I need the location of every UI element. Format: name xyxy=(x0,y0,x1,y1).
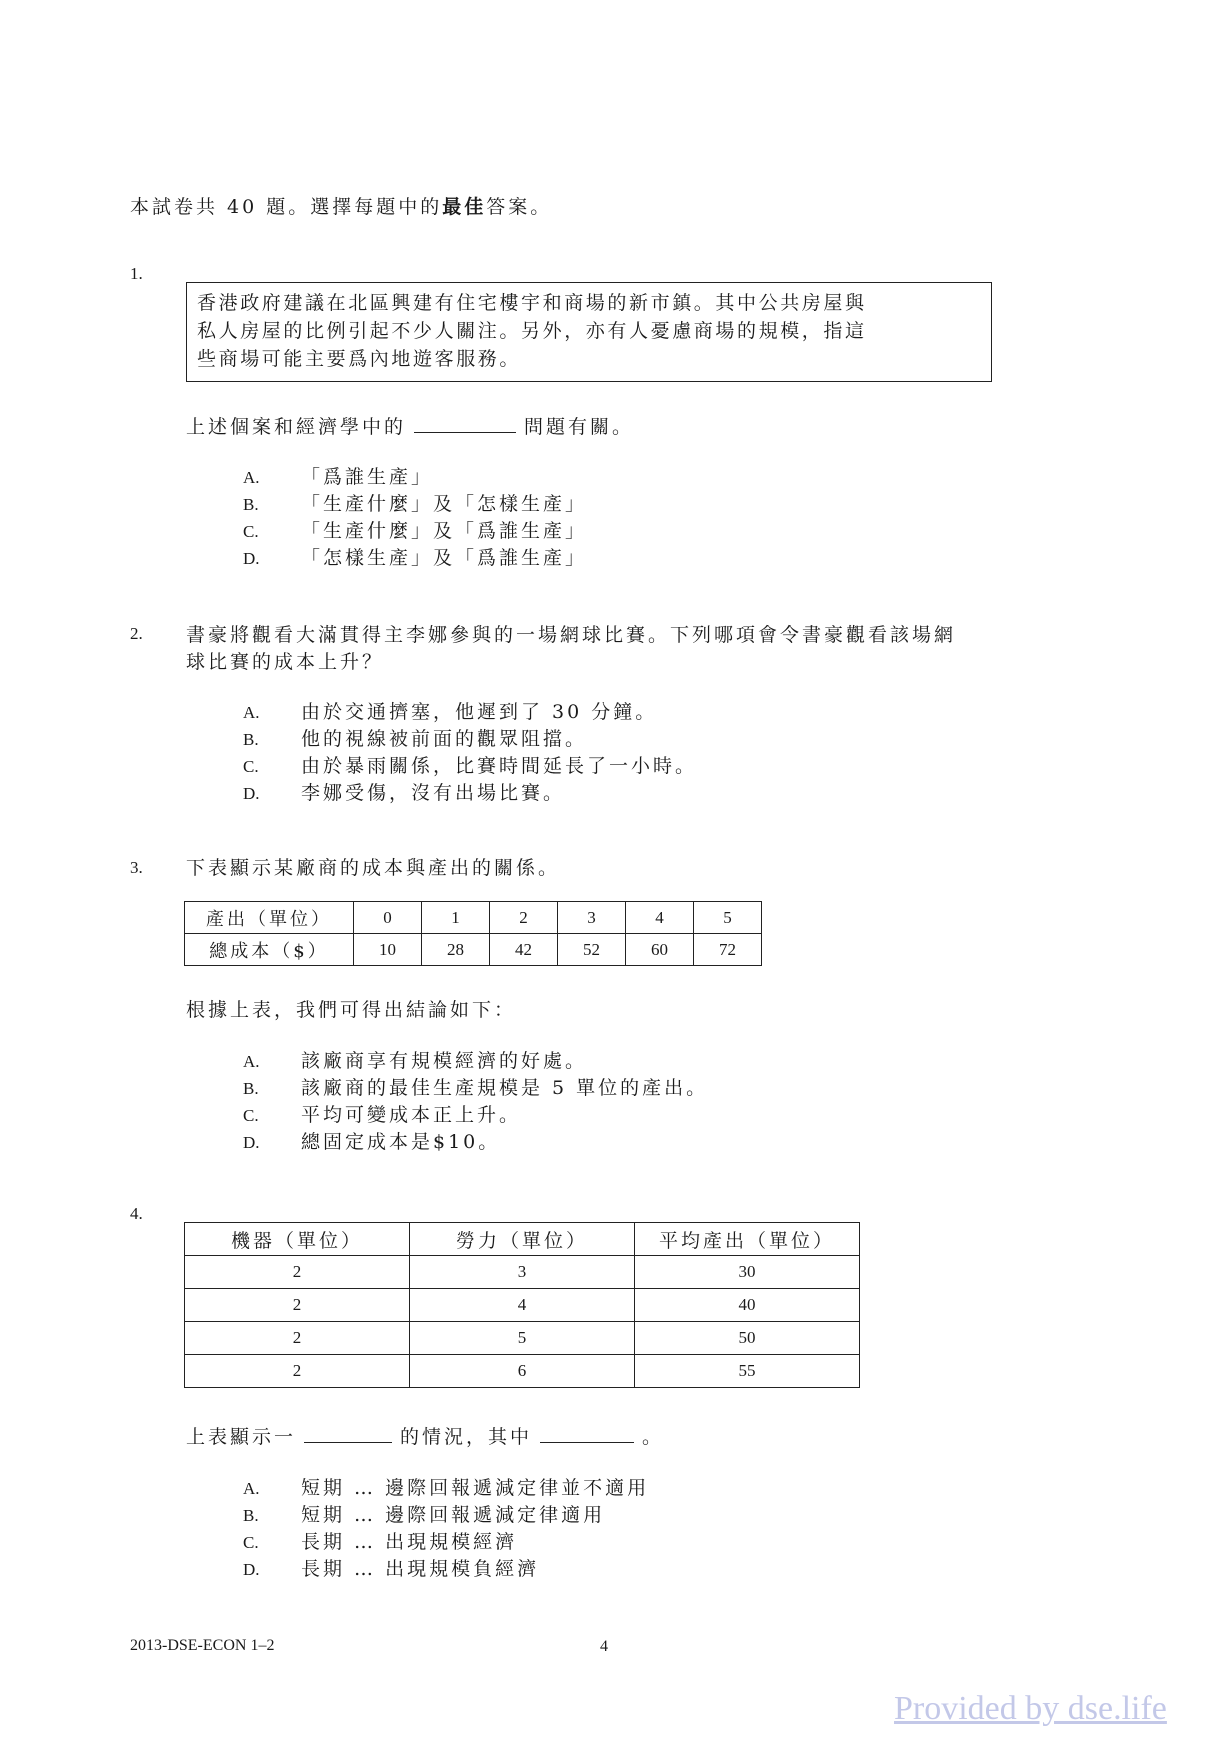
option-text: 由於交通擠塞，他遲到了 30 分鐘。 xyxy=(301,701,658,723)
q3-option-c[interactable] xyxy=(243,1100,521,1127)
option-letter: A. xyxy=(243,1052,260,1071)
option-text: 該廠商享有規模經濟的好處。 xyxy=(301,1050,588,1072)
table-cell: 60 xyxy=(626,934,694,966)
watermark-link[interactable]: Provided by dse.life xyxy=(894,1690,1167,1727)
instructions xyxy=(130,192,552,219)
table-row xyxy=(185,934,762,966)
option-text: 短期 … 邊際回報遞減定律並不適用 xyxy=(301,1477,650,1499)
table-row xyxy=(185,1322,860,1355)
q2-option-a[interactable] xyxy=(243,697,657,724)
q2-option-c[interactable] xyxy=(243,751,697,778)
column-header: 機器（單位） xyxy=(185,1223,410,1256)
table-cell: 40 xyxy=(635,1289,860,1322)
table-header-row xyxy=(185,1223,860,1256)
instructions-post: 答案。 xyxy=(486,196,553,218)
table-cell: 10 xyxy=(354,934,422,966)
option-letter: B. xyxy=(243,1079,259,1098)
q1-case-line: 私人房屋的比例引起不少人關注。另外，亦有人憂慮商場的規模，指這 xyxy=(197,320,867,342)
option-text: 「爲誰生產」 xyxy=(301,466,434,488)
table-cell: 72 xyxy=(694,934,762,966)
answer-blank xyxy=(540,1428,634,1443)
option-letter: C. xyxy=(243,757,259,776)
q2-option-d[interactable] xyxy=(243,778,565,805)
q1-stem-pre: 上述個案和經濟學中的 xyxy=(186,416,407,438)
q1-stem-post: 問題有關。 xyxy=(524,416,635,438)
table-cell: 30 xyxy=(635,1256,860,1289)
table-row xyxy=(185,1355,860,1388)
answer-blank xyxy=(304,1428,392,1443)
q3-option-d[interactable] xyxy=(243,1127,500,1154)
q1-option-c[interactable] xyxy=(243,516,587,543)
column-header: 平均產出（單位） xyxy=(635,1223,860,1256)
q3-number: 3. xyxy=(130,858,143,877)
option-text: 短期 … 邊際回報遞減定律適用 xyxy=(301,1504,606,1526)
q1-case-box xyxy=(186,282,992,382)
column-header: 勞力（單位） xyxy=(410,1223,635,1256)
q4-option-b[interactable] xyxy=(243,1500,605,1527)
table-cell: 3 xyxy=(410,1256,635,1289)
table-cell: 2 xyxy=(185,1256,410,1289)
exam-code: 2013-DSE-ECON 1–2 xyxy=(130,1637,275,1654)
option-text: 長期 … 出現規模負經濟 xyxy=(301,1558,540,1580)
q3-conclusion: 根據上表，我們可得出結論如下： xyxy=(186,999,517,1021)
table-cell: 2 xyxy=(185,1322,410,1355)
option-letter: C. xyxy=(243,522,259,541)
q4-stem-post: 。 xyxy=(642,1426,665,1448)
option-text: 平均可變成本正上升。 xyxy=(301,1104,522,1126)
table-cell: 2 xyxy=(185,1355,410,1388)
q4-stem-mid: 的情況，其中 xyxy=(400,1426,533,1448)
q4-production-table xyxy=(184,1222,860,1388)
q3-cost-table xyxy=(184,901,762,966)
option-letter: A. xyxy=(243,703,260,722)
option-text: 李娜受傷，沒有出場比賽。 xyxy=(301,782,566,804)
row-header-total-cost: 總成本（$） xyxy=(185,934,354,966)
q1-number: 1. xyxy=(130,264,143,283)
answer-blank xyxy=(414,418,516,433)
q1-option-a[interactable] xyxy=(243,462,433,489)
q4-stem xyxy=(186,1422,664,1449)
q1-case-line: 些商場可能主要爲內地遊客服務。 xyxy=(197,348,522,370)
instructions-pre: 本試卷共 40 題。選擇每題中的 xyxy=(130,196,443,218)
option-letter: D. xyxy=(243,784,260,803)
q2-number: 2. xyxy=(130,624,143,643)
option-letter: D. xyxy=(243,1133,260,1152)
table-row xyxy=(185,1256,860,1289)
table-cell: 3 xyxy=(558,902,626,934)
q4-option-d[interactable] xyxy=(243,1554,539,1581)
table-cell: 50 xyxy=(635,1322,860,1355)
option-letter: C. xyxy=(243,1106,259,1125)
q4-stem-pre: 上表顯示一 xyxy=(186,1426,297,1448)
option-text: 長期 … 出現規模經濟 xyxy=(301,1531,518,1553)
option-letter: D. xyxy=(243,549,260,568)
table-cell: 2 xyxy=(185,1289,410,1322)
option-text: 該廠商的最佳生產規模是 5 單位的產出。 xyxy=(301,1077,709,1099)
option-letter: C. xyxy=(243,1533,259,1552)
option-letter: A. xyxy=(243,1479,260,1498)
q4-number: 4. xyxy=(130,1204,143,1223)
q1-case-line: 香港政府建議在北區興建有住宅樓宇和商場的新市鎮。其中公共房屋與 xyxy=(197,292,867,314)
q4-option-a[interactable] xyxy=(243,1473,649,1500)
row-header-output: 產出（單位） xyxy=(185,902,354,934)
table-cell: 6 xyxy=(410,1355,635,1388)
q3-stem: 下表顯示某廠商的成本與產出的關係。 xyxy=(186,857,561,879)
page-number: 4 xyxy=(600,1638,608,1655)
q1-option-d[interactable] xyxy=(243,543,587,570)
table-cell: 28 xyxy=(422,934,490,966)
q3-option-a[interactable] xyxy=(243,1046,587,1073)
table-cell: 52 xyxy=(558,934,626,966)
option-text: 他的視線被前面的觀眾阻擋。 xyxy=(301,728,588,750)
instructions-bold: 最佳 xyxy=(442,196,487,218)
table-cell: 1 xyxy=(422,902,490,934)
table-cell: 55 xyxy=(635,1355,860,1388)
option-letter: B. xyxy=(243,1506,259,1525)
q4-option-c[interactable] xyxy=(243,1527,517,1554)
option-text: 「生產什麼」及「怎樣生產」 xyxy=(301,493,588,515)
table-cell: 5 xyxy=(410,1322,635,1355)
table-row xyxy=(185,902,762,934)
table-cell: 42 xyxy=(490,934,558,966)
q2-stem-line: 球比賽的成本上升？ xyxy=(186,651,385,673)
table-cell: 4 xyxy=(410,1289,635,1322)
option-letter: B. xyxy=(243,495,259,514)
table-cell: 2 xyxy=(490,902,558,934)
table-cell: 5 xyxy=(694,902,762,934)
option-letter: A. xyxy=(243,468,260,487)
table-cell: 0 xyxy=(354,902,422,934)
option-letter: D. xyxy=(243,1560,260,1579)
option-text: 總固定成本是$10。 xyxy=(301,1131,501,1153)
q2-stem-line: 書豪將觀看大滿貫得主李娜參與的一場網球比賽。下列哪項會令書豪觀看該場網 xyxy=(186,624,957,646)
table-cell: 4 xyxy=(626,902,694,934)
q2-option-b[interactable] xyxy=(243,724,587,751)
option-letter: B. xyxy=(243,730,259,749)
q1-option-b[interactable] xyxy=(243,489,587,516)
option-text: 「生產什麼」及「爲誰生產」 xyxy=(301,520,588,542)
table-row xyxy=(185,1289,860,1322)
option-text: 由於暴雨關係，比賽時間延長了一小時。 xyxy=(301,755,698,777)
q1-stem xyxy=(186,412,634,439)
option-text: 「怎樣生產」及「爲誰生產」 xyxy=(301,547,588,569)
q3-option-b[interactable] xyxy=(243,1073,708,1100)
